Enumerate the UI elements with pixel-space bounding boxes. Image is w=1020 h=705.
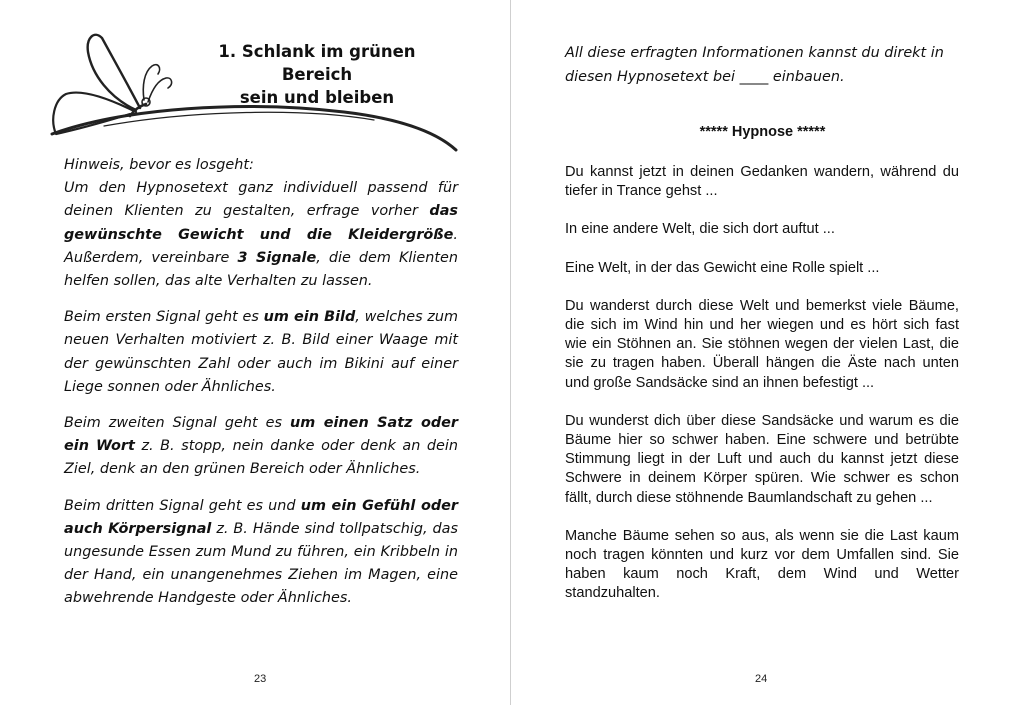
bold-text: das gewünschte Gewicht und die Kleidergröße	[64, 203, 458, 243]
hypnosis-paragraph: Manche Bäume sehen so aus, als wenn sie die Last kaum noch tragen könnten und kurz vor dem Umfallen sind. Sie haben kaum noch Kraft, dem Wind und Wetter standzuhalten.	[565, 527, 959, 602]
hypnosis-text	[565, 163, 959, 623]
hypnosis-paragraph: Eine Welt, in der das Gewicht eine Rolle spielt ...	[565, 259, 880, 276]
hypnosis-paragraph: In eine andere Welt, die sich dort auftut ...	[565, 221, 835, 238]
hint-heading: Hinweis, bevor es losgeht:	[64, 157, 254, 173]
paragraph-signal-1: Beim ersten Signal geht es um ein Bild, welches zum neuen Verhalten motiviert z. B. Bild einer Waage mit der gewünschten Zahl oder auch im Bikini auf einer Liege sonnen oder Ähnliches.	[64, 309, 459, 395]
page-number-right: 24	[755, 673, 768, 685]
intro-text	[565, 41, 960, 89]
hypnose-heading: ***** Hypnose *****	[699, 124, 826, 140]
chapter-title-line1: 1. Schlank im grünen Bereich	[218, 42, 416, 84]
hypnosis-paragraph: Du kannst jetzt in deinen Gedanken wandern, während du tiefer in Trance gehst ...	[565, 164, 959, 200]
bold-text: um einen Satz oder ein Wort	[64, 415, 459, 455]
chapter-title-line2: sein und bleiben	[239, 88, 395, 107]
paragraph-hint: Hinweis, bevor es losgeht: Um den Hypnosetext ganz individuell passend für deinen Klienten zu gestalten, erfrage vorher das gewünschte Gewicht und die Kleidergröße. Außerdem, vereinbare 3 Signale, die dem Klienten helfen sollen, das alte Verhalten zu lassen.	[64, 157, 458, 290]
hypnosis-paragraph: Du wanderst durch diese Welt und bemerkst viele Bäume, die sich im Wind hin und her wiegen und es hört sich fast wie ein Stöhnen an. Sie stöhnen wegen der vielen Last, die sie zu tragen haben. Überall hängen die Äste nach unten und große Sandsäcke sind an ihnen befestigt ...	[565, 297, 959, 391]
hypnosis-paragraph: Du wunderst dich über diese Sandsäcke und warum es die Bäume hier so schwer haben. Eine schwere und betrübte Stimmung liegt in der Luft und auch du kannst jetzt diese Schwere in deinem Körper spüren. Wie schwer es schon fällt, durch diese stöhnende Baumlandschaft zu gehen ...	[565, 412, 959, 506]
bold-text: 3 Signale	[237, 249, 317, 266]
bold-text: um ein Bild	[263, 309, 356, 326]
bold-text: um ein Gefühl oder auch Körpersignal	[64, 497, 458, 537]
paragraph-signal-3: Beim dritten Signal geht es und um ein Gefühl oder auch Körpersignal z. B. Hände sind tollpatschig, das ungesunde Essen zum Mund zu führen, ein Kribbeln in der Hand, ein unangenehmes Ziehen im Magen, eine abwehrende Handgeste oder Ähnliches.	[64, 497, 459, 607]
page-number-left: 23	[254, 673, 267, 685]
intro-line1: All diese erfragten Informationen kannst du direkt in	[565, 45, 944, 61]
paragraph-signal-2: Beim zweiten Signal geht es um einen Satz oder ein Wort z. B. stopp, nein danke oder denk an dein Ziel, denk an den grünen Bereich oder Ähnliches.	[64, 415, 459, 478]
chapter-title	[182, 40, 452, 109]
intro-line2: diesen Hypnosetext bei ____ einbauen.	[565, 69, 845, 85]
instructions-text	[64, 154, 458, 624]
